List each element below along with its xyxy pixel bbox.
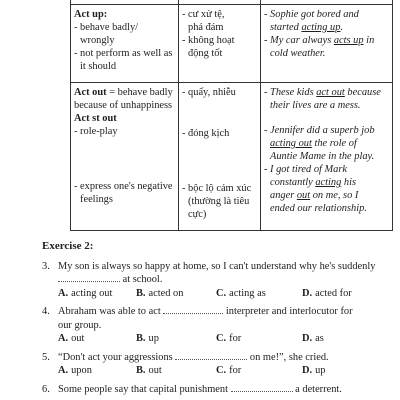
definition-line: wrongly xyxy=(80,35,115,46)
translation-line: - không hoạt xyxy=(182,35,235,46)
example-line: ended our relationship. xyxy=(270,203,367,214)
exercise-section xyxy=(42,240,394,396)
underlined-phrase: acts up xyxy=(333,35,364,46)
option-a[interactable]: A. acting out xyxy=(58,287,113,299)
act-out-definition-cell xyxy=(71,83,179,231)
option-a[interactable]: A. out xyxy=(58,333,85,344)
example-line: - I got tired of Mark xyxy=(264,164,348,175)
question-number: 5. xyxy=(42,351,50,363)
definition-line: - express one's negative xyxy=(74,181,173,192)
underlined-phrase: act out xyxy=(316,87,345,98)
definition-line: - role-play xyxy=(74,126,118,137)
act-up-example-cell xyxy=(261,5,393,83)
translation-line: (thường là tiêu xyxy=(188,196,250,207)
act-up-heading: Act up: xyxy=(74,9,108,20)
example-line: their lives are a mess. xyxy=(270,100,361,111)
question-text: Abraham was able to act interpreter and interlocutor for xyxy=(58,306,353,317)
exercise-title: Exercise 2: xyxy=(42,240,94,252)
table-row-act-up xyxy=(71,5,393,83)
question-text: “Don't act your aggressions on me!”, she cried. xyxy=(58,351,329,363)
option-c[interactable]: C. for xyxy=(216,333,242,344)
answer-blank[interactable] xyxy=(231,383,293,392)
act-up-translation-cell xyxy=(179,5,261,83)
example-line: started acting up. xyxy=(270,22,344,33)
translation-line: - cư xử tệ, xyxy=(182,9,225,20)
answer-blank[interactable] xyxy=(163,305,223,314)
question-number: 4. xyxy=(42,306,50,317)
underlined-phrase: acting up xyxy=(301,22,341,33)
question-3 xyxy=(42,260,394,274)
example-line: Auntie Mame in the play. xyxy=(270,151,375,162)
option-a[interactable]: A. upon xyxy=(58,365,92,376)
example-line: anger out on me, so I xyxy=(270,190,359,201)
definition-line: - not perform as well as xyxy=(74,48,173,59)
option-d[interactable]: D. as xyxy=(302,333,324,344)
question-text: My son is always so happy at home, so I can't understand why he's suddenly xyxy=(58,260,376,272)
example-line: - These kids act out because xyxy=(264,87,381,98)
underlined-phrase: out xyxy=(296,190,311,201)
phrasal-verb-table xyxy=(70,0,393,231)
question-3-options xyxy=(42,287,394,301)
act-out-example-cell xyxy=(261,83,393,231)
option-d[interactable]: D. up xyxy=(302,365,326,376)
definition-line: - behave badly/ xyxy=(74,22,139,33)
question-3-line2: at school. xyxy=(42,273,394,287)
option-c[interactable]: C. for xyxy=(216,365,242,376)
question-5-options xyxy=(42,364,394,378)
example-line: cold weather. xyxy=(270,48,326,59)
example-line: - Jennifer did a superb job xyxy=(264,125,375,136)
question-4 xyxy=(42,305,394,319)
table-row-act-out xyxy=(71,83,393,231)
question-4-options xyxy=(42,332,394,346)
answer-blank[interactable] xyxy=(175,351,247,360)
act-out-translation-cell xyxy=(179,83,261,231)
question-text: our group. xyxy=(58,319,102,331)
example-line: acting out the role of xyxy=(270,138,357,149)
translation-line: cực) xyxy=(188,209,207,220)
definition-line: it should xyxy=(80,61,117,72)
option-b[interactable]: B. up xyxy=(136,333,159,344)
definition-line: because of unhappiness xyxy=(74,100,173,111)
act-out-heading: Act out = behave badly xyxy=(74,87,173,98)
option-b[interactable]: B. out xyxy=(136,365,162,376)
translation-line: - quấy, nhiễu xyxy=(182,87,236,98)
option-b[interactable]: B. acted on xyxy=(136,287,184,299)
option-d[interactable]: D. acted for xyxy=(302,287,352,299)
translation-line: - đóng kịch xyxy=(182,128,230,139)
act-st-out-heading: Act st out xyxy=(74,113,117,124)
example-line: - My car always acts up in xyxy=(264,35,375,46)
underlined-phrase: acting out xyxy=(270,138,312,149)
translation-line: phá đám xyxy=(188,22,224,33)
option-c[interactable]: C. acting as xyxy=(216,287,266,299)
question-5 xyxy=(42,351,394,365)
translation-line: động tốt xyxy=(188,48,223,59)
question-number: 6. xyxy=(42,383,50,395)
question-number: 3. xyxy=(42,260,50,272)
question-6 xyxy=(42,383,394,397)
translation-line: - bộc lộ cảm xúc xyxy=(182,183,252,194)
example-line: constantly acting his xyxy=(270,177,357,188)
answer-blank[interactable] xyxy=(58,273,120,282)
example-line: - Sophie got bored and xyxy=(264,9,359,20)
question-text: Some people say that capital punishment a deterrent. xyxy=(58,383,342,395)
underlined-phrase: acting xyxy=(315,177,342,188)
definition-line: feelings xyxy=(80,194,113,205)
act-up-definition-cell xyxy=(71,5,179,83)
